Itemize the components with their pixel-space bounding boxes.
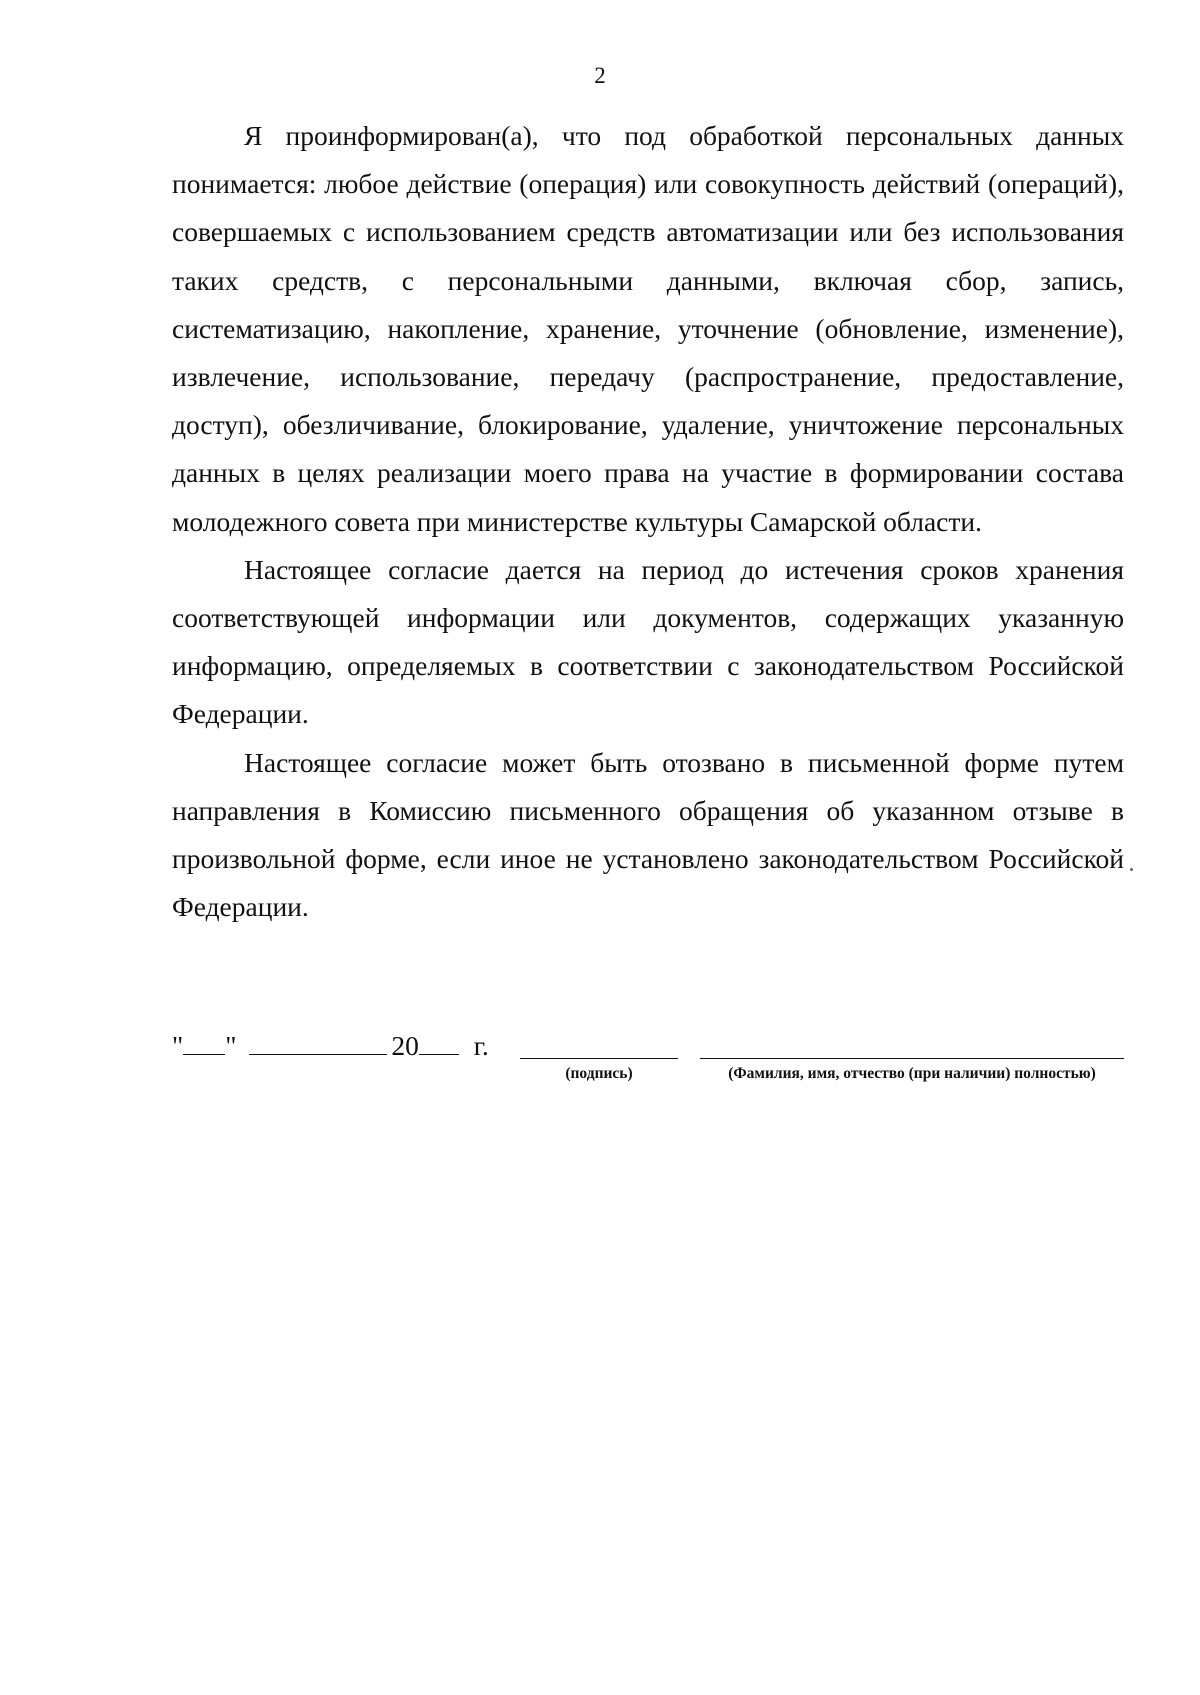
month-blank <box>249 1028 387 1055</box>
paragraph-consent-revocation: Настоящее согласие может быть отозвано в письменной форме путем направления в Комиссию письменного обращения об указанном отзыве в произвольной форме, если иное не установлено законодательством Российской Федерации. <box>172 746 1124 923</box>
signature-line <box>520 1058 678 1059</box>
year-suffix: г. <box>473 1030 489 1061</box>
day-blank <box>183 1028 225 1055</box>
date-quote-open: " <box>172 1030 184 1061</box>
year-prefix: 20 <box>391 1030 419 1061</box>
date-field <box>172 1028 489 1064</box>
full-name-caption: (Фамилия, имя, отчество (при наличии) полностью) <box>728 1065 1096 1082</box>
document-body <box>172 112 1124 931</box>
year-blank <box>419 1028 459 1055</box>
full-name-line <box>700 1058 1124 1059</box>
signature-block <box>172 1028 1124 1088</box>
signature-caption: (подпись) <box>565 1065 633 1082</box>
scan-artifact <box>1130 868 1133 871</box>
date-quote-close: " <box>225 1030 237 1061</box>
page-number: 2 <box>594 63 606 88</box>
paragraph-consent-period: Настоящее согласие дается на период до истечения сроков хранения соответствующей информации или документов, содержащих указанную информацию, определяемых в соответствии с законодательством Российской Федерации. <box>172 553 1124 730</box>
paragraph-processing-definition: Я проинформирован(а), что под обработкой персональных данных понимается: любое действие (операция) или совокупность действий (операций), совершаемых с использованием средств автоматизации или без использования таких средств, с персональными данными, включая сбор, запись, систематизацию, накопление, хранение, уточнение (обновление, изменение), извлечение, использование, передачу (распространение, предоставление, доступ), обезличивание, блокирование, удаление, уничтожение персональных данных в целях реализации моего права на участие в формировании состава молодежного совета при министерстве культуры Самарской области. <box>172 120 1124 537</box>
